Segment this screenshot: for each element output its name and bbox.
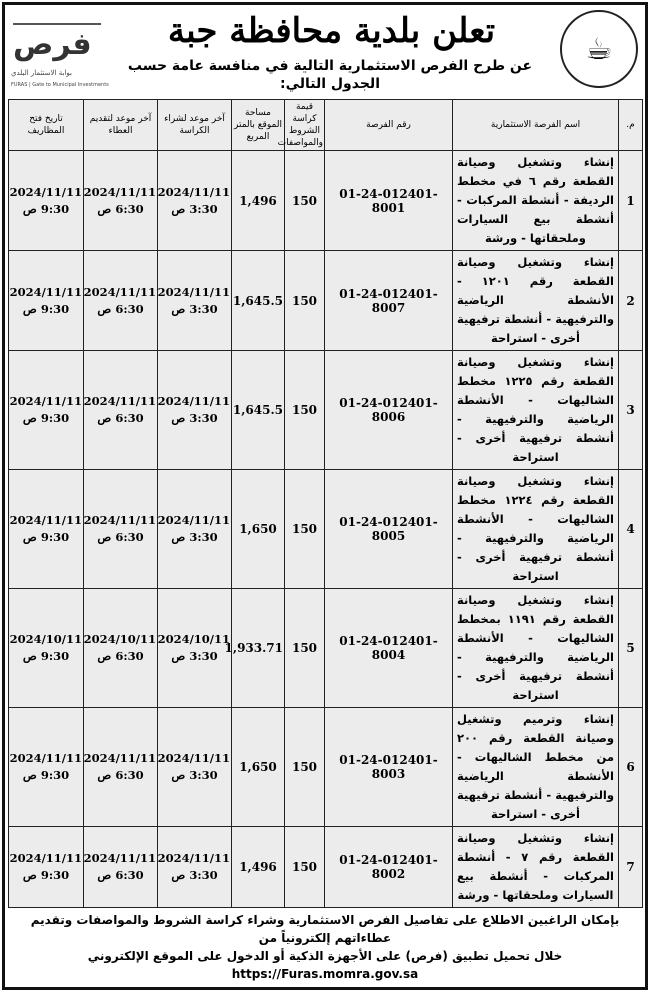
booklet-deadline <box>158 151 232 251</box>
date-text: 2024/11/11 <box>83 394 156 408</box>
booklet-price-text: 150 <box>291 193 318 208</box>
submission-deadline <box>84 251 158 351</box>
opportunity-name-text: إنشاء وتشغيل وصيانة القطعة رقم ١٢٢٥ مخطط الشاليهات - الأنشطة الرياضية والترفيهية - أنشطة ترفيهية أخرى - استراحة <box>457 355 614 464</box>
site-area <box>232 708 285 827</box>
date-text: 2024/10/11 <box>83 632 156 646</box>
footer-note <box>8 911 642 983</box>
time-text: 9:30 ص <box>22 530 70 544</box>
row-number <box>619 708 643 827</box>
date-text: 2024/11/11 <box>9 284 82 299</box>
date-text: 2024/11/11 <box>83 284 156 299</box>
opportunity-name-text: إنشاء وتشغيل وصيانة القطعة رقم ٧ - أنشطة المركبات - أنشطة بيع السيارات وملحقاتها - ورشة <box>457 831 614 902</box>
date-text: 2024/11/11 <box>157 394 230 408</box>
logo-tagline-en: FURAS | Gate to Municipal Investments <box>11 82 109 88</box>
header <box>8 5 642 97</box>
submission-deadline <box>84 151 158 251</box>
column-header: آخر موعد لشراء الكراسة <box>158 100 232 151</box>
date-text: 2024/11/11 <box>83 751 156 765</box>
time-text: 3:30 ص <box>171 301 218 316</box>
time-text: 9:30 ص <box>22 201 70 216</box>
page-title: تعلن بلدية محافظة جبة <box>167 11 496 51</box>
booklet-deadline <box>158 708 232 827</box>
row-number <box>619 151 643 251</box>
envelope-opening <box>9 151 84 251</box>
site-area-text: 1,650 <box>239 760 277 774</box>
time-text: 9:30 ص <box>22 649 70 663</box>
date-text: 2024/11/11 <box>9 184 82 199</box>
booklet-deadline <box>158 251 232 351</box>
booklet-price <box>285 251 325 351</box>
booklet-price <box>285 708 325 827</box>
envelope-opening <box>9 589 84 708</box>
date-text: 2024/11/11 <box>157 184 230 199</box>
time-text: 6:30 ص <box>97 649 144 663</box>
row-number <box>619 351 643 470</box>
envelope-opening <box>9 708 84 827</box>
site-area-text: 1,496 <box>239 860 277 874</box>
furas-logo <box>9 7 109 95</box>
row-number-text: 6 <box>626 760 635 774</box>
table-row <box>9 251 643 351</box>
column-header: قيمة كراسة الشروط والمواصفات <box>285 100 325 151</box>
submission-deadline <box>84 470 158 589</box>
site-area <box>232 151 285 251</box>
date-text: 2024/11/11 <box>157 851 230 865</box>
site-area <box>232 470 285 589</box>
booklet-deadline <box>158 589 232 708</box>
time-text: 9:30 ص <box>22 301 70 316</box>
date-text: 2024/11/11 <box>9 851 82 865</box>
opportunity-id-text: 01-24-012401-8001 <box>339 186 438 215</box>
booklet-price <box>285 589 325 708</box>
envelope-opening <box>9 351 84 470</box>
opportunity-id <box>325 351 453 470</box>
column-header: اسم الفرصة الاستثمارية <box>453 100 619 151</box>
opportunity-id <box>325 708 453 827</box>
opportunity-id <box>325 151 453 251</box>
advertisement <box>2 2 648 990</box>
column-header: رقم الفرصة <box>325 100 453 151</box>
date-text: 2024/11/11 <box>157 751 230 765</box>
date-text: 2024/11/11 <box>9 394 82 408</box>
date-text: 2024/10/11 <box>157 632 230 646</box>
time-text: 6:30 ص <box>97 411 144 425</box>
logo-tagline-ar: بوابة الاستثمار البلدي <box>11 69 72 77</box>
time-text: 6:30 ص <box>97 768 144 782</box>
time-text: 3:30 ص <box>171 768 218 782</box>
submission-deadline <box>84 589 158 708</box>
table-row <box>9 708 643 827</box>
opportunity-name <box>453 251 619 351</box>
footer-line-2: خلال تحميل تطبيق (فرص) على الأجهزة الذكية أو الدخول على الموقع الإلكتروني https://Furas.momra.gov.sa <box>87 949 563 981</box>
time-text: 6:30 ص <box>97 530 144 544</box>
row-number-text: 3 <box>626 403 635 417</box>
subtitle: عن طرح الفرص الاستثمارية التالية في منافسة عامة حسب الجدول التالي: <box>127 58 533 92</box>
booklet-price-text: 150 <box>291 641 318 655</box>
submission-deadline <box>84 827 158 908</box>
column-header: م. <box>619 100 643 151</box>
footer-line-1: بإمكان الراغبين الاطلاع على تفاصيل الفرص الاستثمارية وشراء كراسة الشروط والمواصفات وتقديم عطاءاتهم إلكترونياً من <box>30 913 620 945</box>
time-text: 3:30 ص <box>171 530 218 544</box>
opportunity-name <box>453 589 619 708</box>
column-header: مساحة الموقع بالمتر المربع <box>232 100 285 151</box>
opportunity-id <box>325 470 453 589</box>
table-row <box>9 827 643 908</box>
booklet-price-text: 150 <box>291 860 318 874</box>
time-text: 6:30 ص <box>97 301 144 316</box>
column-header: تاريخ فتح المظاريف <box>9 100 84 151</box>
table-row <box>9 589 643 708</box>
booklet-price-text: 150 <box>291 293 318 308</box>
booklet-price-text: 150 <box>291 760 318 774</box>
row-number <box>619 589 643 708</box>
row-number <box>619 827 643 908</box>
booklet-price <box>285 151 325 251</box>
opportunity-name <box>453 151 619 251</box>
site-area <box>232 351 285 470</box>
row-number-text: 2 <box>626 293 635 308</box>
row-number-text: 4 <box>626 522 635 536</box>
opportunity-name <box>453 470 619 589</box>
booklet-price <box>285 351 325 470</box>
row-number-text: 7 <box>626 860 635 874</box>
opportunity-name <box>453 708 619 827</box>
logo-mark: فرص <box>13 27 92 62</box>
envelope-opening <box>9 470 84 589</box>
submission-deadline <box>84 708 158 827</box>
booklet-price <box>285 827 325 908</box>
row-number-text: 5 <box>626 641 635 655</box>
opportunity-name <box>453 351 619 470</box>
opportunity-name-text: إنشاء وتشغيل وصيانة القطعة رقم ٦ في مخطط الرديفة - أنشطة المركبات - أنشطة بيع السيارات وملحقاتها - ورشة <box>457 155 614 245</box>
booklet-deadline <box>158 351 232 470</box>
site-area-text: 1,645.5 <box>232 403 283 417</box>
opportunity-id-text: 01-24-012401-8004 <box>339 634 438 662</box>
table-row <box>9 151 643 251</box>
envelope-opening <box>9 827 84 908</box>
submission-deadline <box>84 351 158 470</box>
site-area <box>224 589 285 708</box>
time-text: 6:30 ص <box>97 201 144 216</box>
opportunity-id-text: 01-24-012401-8006 <box>339 396 438 424</box>
booklet-price-text: 150 <box>291 403 318 417</box>
opportunity-id <box>325 251 453 351</box>
opportunity-id-text: 01-24-012401-8003 <box>339 753 438 781</box>
opportunity-name-text: إنشاء وتشغيل وصيانة القطعة رقم ١٢٠١ - الأنشطة الرياضية والترفيهية - أنشطة ترفيهية أخرى - استراحة <box>457 255 614 345</box>
site-area-text: 1,496 <box>239 193 277 208</box>
table-row <box>9 351 643 470</box>
time-text: 3:30 ص <box>171 411 218 425</box>
opportunity-name-text: إنشاء وتشغيل وصيانة القطعة رقم ١١٩١ بمخطط الشاليهات - الأنشطة الرياضية والترفيهية - أنشطة ترفيهية أخرى - استراحة <box>457 593 614 702</box>
time-text: 9:30 ص <box>22 411 70 425</box>
envelope-opening <box>9 251 84 351</box>
date-text: 2024/11/11 <box>157 284 230 299</box>
time-text: 3:30 ص <box>171 868 218 882</box>
date-text: 2024/11/11 <box>83 851 156 865</box>
skyline-icon <box>13 11 101 25</box>
site-area <box>232 251 285 351</box>
booklet-price <box>285 470 325 589</box>
opportunity-id <box>325 589 453 708</box>
booklet-deadline <box>158 470 232 589</box>
site-area-text: 1,650 <box>239 522 277 536</box>
date-text: 2024/11/11 <box>83 184 156 199</box>
row-number <box>619 251 643 351</box>
date-text: 2024/10/11 <box>9 632 82 646</box>
opportunity-id <box>325 827 453 908</box>
row-number-text: 1 <box>626 193 635 208</box>
opportunities-table <box>8 99 643 908</box>
date-text: 2024/11/11 <box>157 513 230 527</box>
date-text: 2024/11/11 <box>83 513 156 527</box>
opportunity-id-text: 01-24-012401-8005 <box>339 515 438 543</box>
opportunity-name <box>453 827 619 908</box>
table-row <box>9 470 643 589</box>
municipality-seal-icon: ☕ <box>560 10 638 88</box>
booklet-price-text: 150 <box>291 522 318 536</box>
booklet-deadline <box>158 827 232 908</box>
time-text: 3:30 ص <box>171 649 218 663</box>
row-number <box>619 470 643 589</box>
site-area <box>232 827 285 908</box>
site-area-text: 1,645.5 <box>232 293 283 308</box>
time-text: 3:30 ص <box>171 201 218 216</box>
date-text: 2024/11/11 <box>9 513 82 527</box>
time-text: 9:30 ص <box>22 868 70 882</box>
opportunity-name-text: إنشاء وتشغيل وصيانة القطعة رقم ١٢٢٤ مخطط الشاليهات - الأنشطة الرياضية والترفيهية - أنشطة ترفيهية أخرى - استراحة <box>457 474 614 583</box>
date-text: 2024/11/11 <box>9 751 82 765</box>
time-text: 6:30 ص <box>97 868 144 882</box>
time-text: 9:30 ص <box>22 768 70 782</box>
site-area-text: 1,933.71 <box>224 641 283 655</box>
opportunity-name-text: إنشاء وترميم وتشغيل وصيانة القطعة رقم ٢٠٠ من مخطط الشاليهات - الأنشطة الرياضية والترفيهية - أنشطة ترفيهية أخرى - استراحة <box>457 712 614 821</box>
opportunity-id-text: 01-24-012401-8002 <box>339 853 438 881</box>
opportunity-id-text: 01-24-012401-8007 <box>339 286 438 315</box>
column-header: آخر موعد لتقديم العطاء <box>84 100 158 151</box>
